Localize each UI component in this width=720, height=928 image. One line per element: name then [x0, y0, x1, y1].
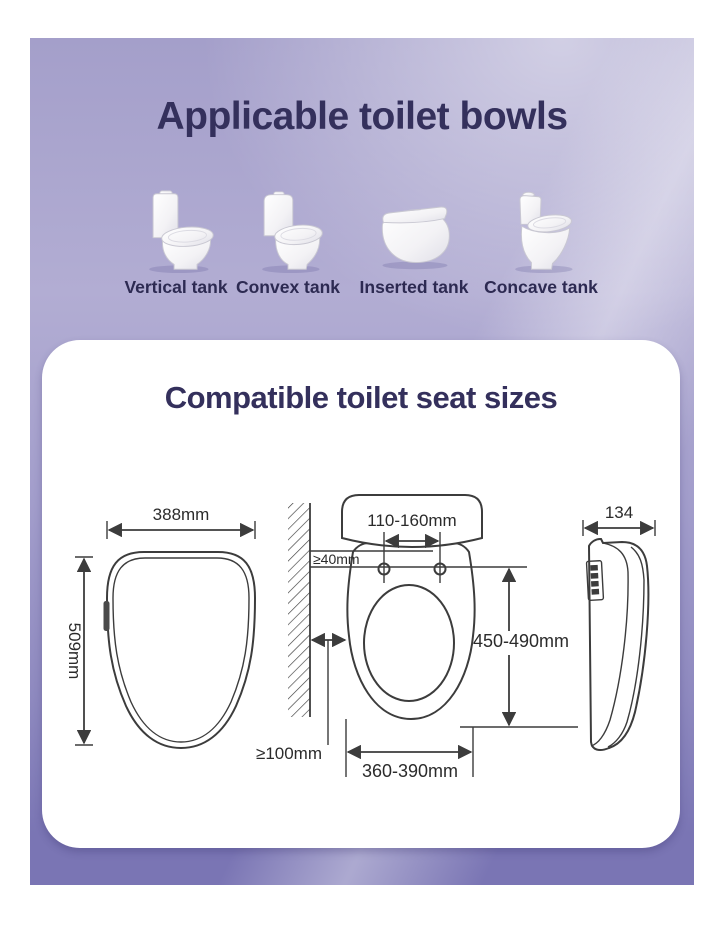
dim-seat-width-range-label: 360-390mm [361, 761, 459, 781]
toilet-figure-inserted-tank [352, 188, 476, 298]
toilet-label-vertical-tank: Vertical tank [124, 277, 228, 297]
dim-seat-width-top-label: 388mm [152, 505, 210, 524]
diagram-top-view [65, 505, 255, 748]
wall-hatch [288, 503, 310, 717]
dim-bolt-clearance-label: ≥40mm [313, 551, 360, 567]
concave-tank-toilet-image [488, 188, 594, 274]
toilet-figure-vertical-tank [114, 188, 238, 298]
toilet-label-convex-tank: Convex tank [235, 277, 341, 297]
seat-side-button [104, 601, 110, 631]
dim-side-thickness-label: 134 [604, 503, 634, 522]
toilet-label-concave-tank: Concave tank [484, 277, 598, 297]
inserted-tank-toilet-image [361, 188, 467, 274]
toilet-figure-concave-tank [479, 188, 603, 298]
seat-dimensions-diagram [42, 340, 680, 848]
toilet-figure-convex-tank [226, 188, 350, 298]
diagram-side-view [583, 503, 655, 750]
dim-wall-clearance-label: ≥100mm [255, 744, 323, 763]
diagram-front-view [256, 495, 578, 781]
dim-seat-length-label: 509mm [65, 622, 84, 680]
dim-bolt-spacing-label: 110-160mm [367, 511, 457, 530]
card-title: Compatible toilet seat sizes [164, 380, 558, 415]
purple-panel [30, 38, 694, 885]
toilet-label-inserted-tank: Inserted tank [359, 277, 469, 297]
dim-seat-length-range-label: 450-490mm [472, 631, 570, 651]
convex-tank-toilet-image [235, 188, 341, 274]
page-title: Applicable toilet bowls [156, 95, 568, 138]
vertical-tank-toilet-image [123, 188, 229, 274]
seat-sizes-card [42, 340, 680, 848]
